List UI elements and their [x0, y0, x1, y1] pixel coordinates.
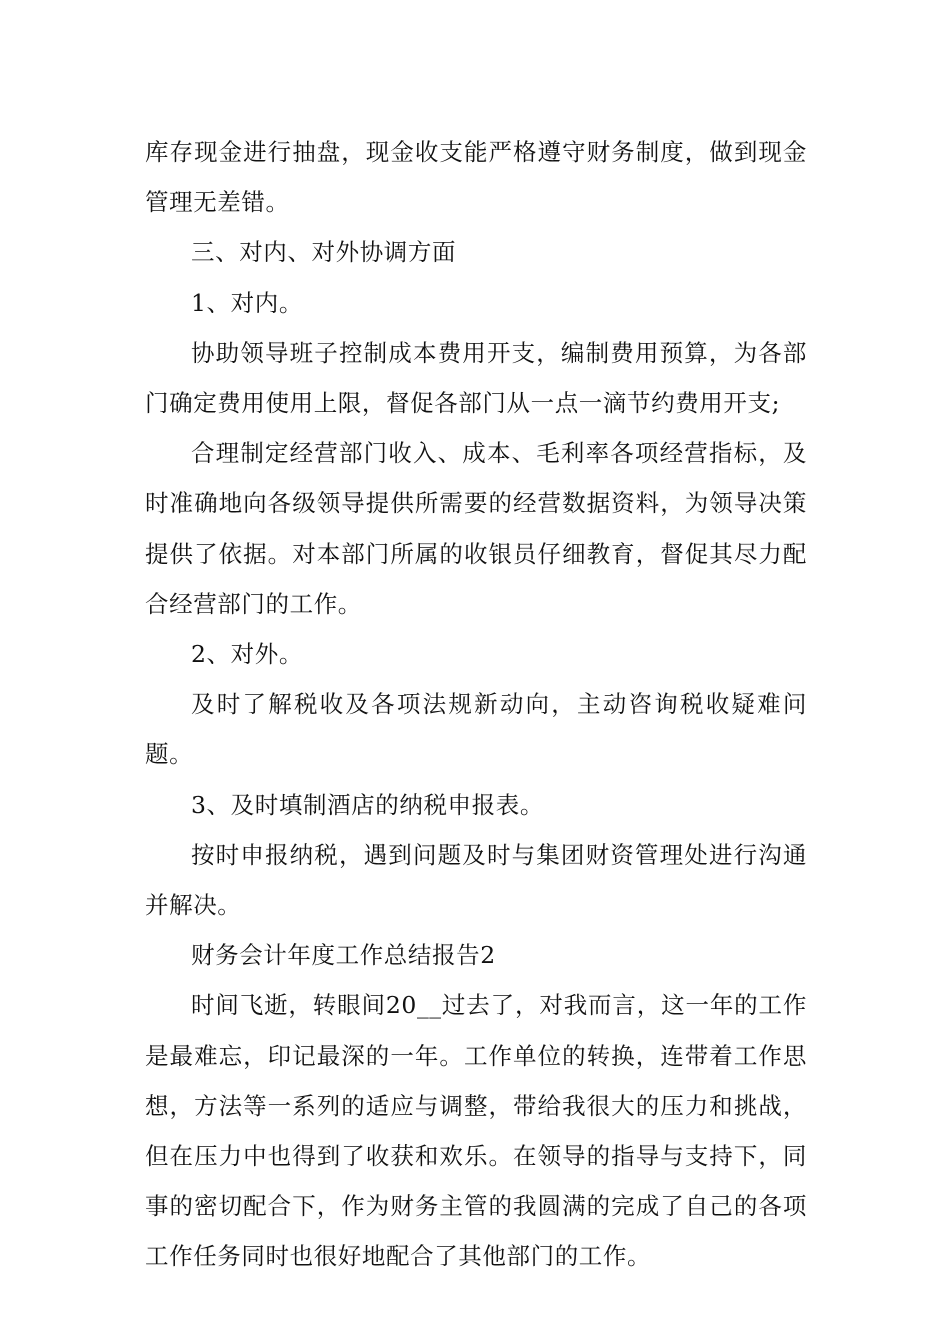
- section-heading-coordination: 三、对内、对外协调方面: [191, 238, 457, 267]
- subheading-internal: 1、对内。: [191, 288, 303, 317]
- report-title-2: 财务会计年度工作总结报告2: [191, 941, 496, 970]
- document-body: [145, 127, 807, 1282]
- paragraph-year-review: 时间飞逝，转眼间20__过去了，对我而言，这一年的工作是最难忘，印记最深的一年。工作单位的转换，连带着工作思想，方法等一系列的适应与调整，带给我很大的压力和挑战，但在压力中也得到了收获和欢乐。在领导的指导与支持下，同事的密切配合下，作为财务主管的我圆满的完成了自己的各项工作任务同时也很好地配合了其他部门的工作。: [145, 991, 807, 1271]
- paragraph-indicators: 合理制定经营部门收入、成本、毛利率各项经营指标，及时准确地向各级领导提供所需要的经营数据资料，为领导决策提供了依据。对本部门所属的收银员仔细教育，督促其尽力配合经营部门的工作。: [145, 439, 807, 618]
- paragraph-budget: 协助领导班子控制成本费用开支，编制费用预算，为各部门确定费用使用上限，督促各部门从一点一滴节约费用开支;: [145, 338, 807, 418]
- paragraph-tax-consulting: 及时了解税收及各项法规新动向，主动咨询税收疑难问题。: [145, 690, 807, 769]
- paragraph-tax-filing: 按时申报纳税，遇到问题及时与集团财资管理处进行沟通并解决。: [145, 840, 807, 920]
- paragraph-cash-management: 库存现金进行抽盘，现金收支能严格遵守财务制度，做到现金管理无差错。: [145, 138, 807, 217]
- subheading-tax-forms: 3、及时填制酒店的纳税申报表。: [191, 790, 544, 819]
- subheading-external: 2、对外。: [191, 640, 303, 669]
